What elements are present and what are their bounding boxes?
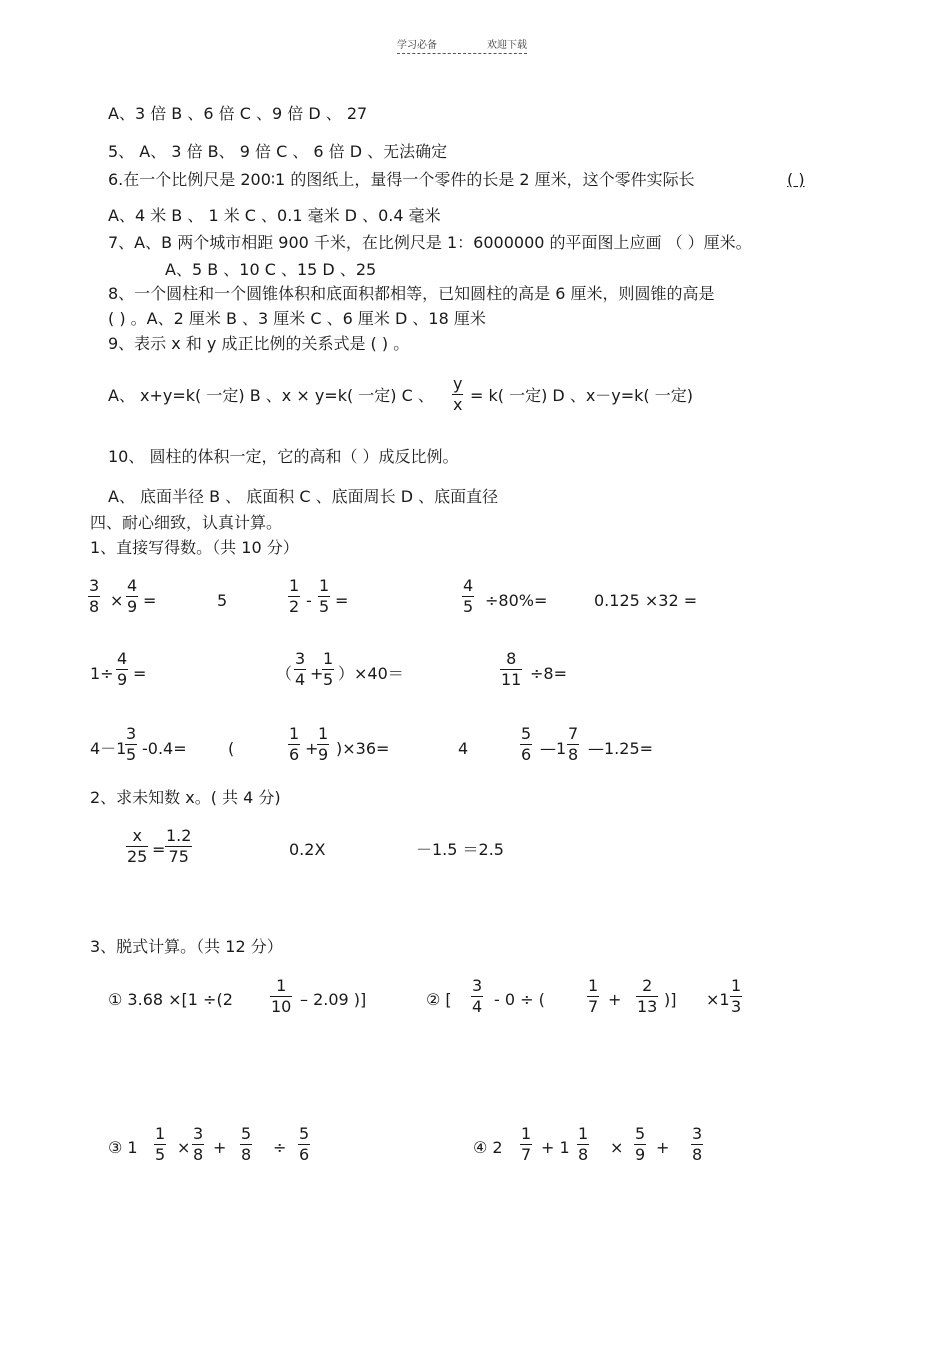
s3-p2-frac4 (730, 976, 742, 1017)
fraction-denominator: 5 (463, 597, 474, 616)
fraction-denominator: 10 (271, 997, 292, 1016)
s3-p4-frac1 (520, 1124, 532, 1165)
fraction-numerator: y (453, 374, 463, 393)
s3-p3-op1: × (177, 1138, 191, 1157)
fraction-denominator: 4 (295, 670, 306, 689)
s1-c-eq: = (335, 591, 349, 610)
fraction-numerator: 3 (89, 576, 100, 595)
section-4-title: 四、耐心细致，认真计算。 (90, 513, 283, 532)
fraction-numerator: x (126, 826, 148, 847)
q7-question: 7、A、B 两个城市相距 900 千米，在比例尺是 1：6000000 的平面图上应画 （ ）厘米。 (108, 233, 752, 252)
s3-p2-close: )] (664, 990, 677, 1009)
s1-j-frac2 (317, 724, 329, 765)
fraction-numerator: 2 (636, 976, 658, 997)
q10-options: A、 底面半径 B 、 底面积 C 、底面周长 D 、底面直径 (108, 487, 499, 506)
s1-i-rest: -0.4= (142, 739, 187, 758)
s1-j-frac1 (288, 724, 300, 765)
fraction-denominator: 5 (126, 745, 137, 764)
s3-p4-frac4 (691, 1124, 703, 1165)
s1-l-mid: —1 (540, 739, 567, 758)
s3-p4-op1: + 1 (541, 1138, 570, 1157)
fraction-numerator: 1.2 (166, 826, 192, 845)
s1-g-frac1 (294, 649, 306, 690)
s3-p3-pre: ③ 1 (108, 1138, 138, 1157)
header-divider (397, 53, 527, 54)
q9-question: 9、表示 x 和 y 成正比例的关系式是 ( ) 。 (108, 334, 410, 353)
s1-c-frac2 (318, 576, 330, 617)
s1-f-eq: = (133, 664, 147, 683)
s1-d-frac (462, 576, 474, 617)
fraction-numerator: 1 (155, 1124, 166, 1143)
q7-options: A、5 B 、10 C 、15 D 、25 (165, 260, 377, 279)
s2-title: 2、求未知数 x。( 共 4 分) (90, 788, 281, 807)
s1-h-rest: ÷8= (530, 664, 567, 683)
fraction-denominator: 2 (289, 597, 300, 616)
s1-a-op: × (110, 591, 124, 610)
fraction-numerator: 4 (117, 649, 128, 668)
s1-f-frac (116, 649, 128, 690)
fraction-denominator: 75 (168, 847, 189, 866)
s3-p2-times: ×1 (706, 990, 730, 1009)
s3-p2-mid: - 0 ÷ ( (494, 990, 545, 1009)
s1-j-rest: )×36= (336, 739, 390, 758)
fraction-numerator: 1 (323, 649, 334, 668)
fraction-denominator: 6 (521, 745, 532, 764)
q9-options-cd: = k( 一定) D 、x－y=k( 一定) (470, 386, 694, 405)
fraction-numerator: 1 (319, 576, 330, 595)
s2-b: 0.2X (289, 840, 326, 859)
s1-f-pre: 1÷ (90, 664, 114, 683)
fraction-denominator: 4 (472, 997, 483, 1016)
fraction-numerator: 5 (299, 1124, 310, 1143)
fraction-numerator: 1 (289, 724, 300, 743)
q8-question: 8、一个圆柱和一个圆锥体积和底面积都相等，已知圆柱的高是 6 厘米，则圆锥的高是 (108, 284, 715, 303)
q6-question: 6.在一个比例尺是 200∶1 的图纸上，量得一个零件的长是 2 厘米，这个零件实际长 (108, 170, 695, 189)
q4-options: A、3 倍 B 、6 倍 C 、9 倍 D 、 27 (108, 104, 368, 123)
s3-p3-op2: + (213, 1138, 227, 1157)
s3-p3-frac2 (192, 1124, 204, 1165)
s3-p3-frac1 (154, 1124, 166, 1165)
s1-g-op: + (310, 664, 324, 683)
s1-title: 1、直接写得数。（共 10 分） (90, 538, 299, 557)
q9-options-ab: A、 x+y=k( 一定) B 、x × y=k( 一定) C 、 (108, 386, 434, 405)
fraction-numerator: 4 (127, 576, 138, 595)
q10-question: 10、 圆柱的体积一定，它的高和（ ）成反比例。 (108, 447, 459, 466)
fraction-numerator: 3 (126, 724, 137, 743)
s1-e: 0.125 ×32 = (594, 591, 698, 610)
s3-p2-frac1 (471, 976, 483, 1017)
fraction-numerator: 1 (270, 976, 292, 997)
fraction-denominator: x (453, 395, 463, 414)
fraction-denominator: 9 (117, 670, 128, 689)
q9-fraction (452, 374, 463, 415)
fraction-denominator: 8 (692, 1145, 703, 1164)
s1-a-frac1 (88, 576, 100, 617)
s3-p1-rest: – 2.09 )] (300, 990, 367, 1009)
fraction-numerator: 1 (521, 1124, 532, 1143)
s1-l-frac2 (567, 724, 579, 765)
fraction-denominator: 8 (89, 597, 100, 616)
fraction-denominator: 9 (635, 1145, 646, 1164)
fraction-numerator: 5 (635, 1124, 646, 1143)
fraction-denominator: 7 (588, 997, 599, 1016)
fraction-denominator: 6 (299, 1145, 310, 1164)
fraction-denominator: 13 (637, 997, 658, 1016)
s3-p3-op3: ÷ (273, 1138, 287, 1157)
s1-l-frac1 (520, 724, 532, 765)
fraction-denominator: 25 (127, 847, 148, 866)
s1-g-pre: （ (276, 664, 293, 683)
s3-p2-frac3 (636, 976, 658, 1017)
fraction-numerator: 1 (731, 976, 742, 995)
s1-h-frac (500, 649, 522, 690)
s3-p1-pre: ① 3.68 ×[1 ÷(2 (108, 990, 233, 1009)
s1-j-op: + (305, 739, 319, 758)
fraction-numerator: 5 (241, 1124, 252, 1143)
s1-i-pre: 4－1 (90, 739, 127, 758)
s3-p3-frac3 (240, 1124, 252, 1165)
s3-p4-pre: ④ 2 (473, 1138, 503, 1157)
s3-p2-pre: ② [ (426, 990, 452, 1009)
s1-a-frac2 (126, 576, 138, 617)
fraction-denominator: 8 (241, 1145, 252, 1164)
s2-c: －1.5 ＝2.5 (416, 840, 504, 859)
s1-c-frac1 (288, 576, 300, 617)
q8-options: ( ) 。A、2 厘米 B 、3 厘米 C 、6 厘米 D 、18 厘米 (108, 309, 486, 328)
fraction-numerator: 4 (463, 576, 474, 595)
s2-a-eq: = (152, 840, 166, 859)
s1-g-frac2 (322, 649, 334, 690)
fraction-numerator: 1 (318, 724, 329, 743)
fraction-denominator: 11 (501, 670, 522, 689)
s3-p3-frac4 (298, 1124, 310, 1165)
fraction-denominator: 8 (578, 1145, 589, 1164)
header-left: 学习必备 (397, 40, 437, 51)
fraction-numerator: 1 (289, 576, 300, 595)
fraction-numerator: 3 (692, 1124, 703, 1143)
s3-p4-op2: × (610, 1138, 624, 1157)
s1-g-rest: ）×40＝ (338, 664, 404, 683)
fraction-numerator: 3 (193, 1124, 204, 1143)
fraction-denominator: 8 (568, 745, 579, 764)
fraction-denominator: 5 (155, 1145, 166, 1164)
s1-c-op: - (306, 591, 312, 610)
fraction-denominator: 9 (318, 745, 329, 764)
header-right: 欢迎下载 (487, 40, 527, 51)
fraction-denominator: 5 (319, 597, 330, 616)
s1-i-frac (125, 724, 137, 765)
s3-p2-frac2 (587, 976, 599, 1017)
fraction-numerator: 8 (500, 649, 522, 670)
s1-j-pre: ( (228, 739, 235, 758)
fraction-numerator: 7 (568, 724, 579, 743)
q6-options: A、4 米 B 、 1 米 C 、0.1 毫米 D 、0.4 毫米 (108, 206, 441, 225)
fraction-denominator: 9 (127, 597, 138, 616)
s3-p1-frac (270, 976, 292, 1017)
s2-a-frac1 (126, 826, 148, 867)
s1-d-rest: ÷80%= (485, 591, 548, 610)
fraction-denominator: 5 (323, 670, 334, 689)
s2-a-frac2 (165, 826, 192, 867)
fraction-denominator: 7 (521, 1145, 532, 1164)
q6-answer-blank: ( ) (787, 170, 805, 189)
fraction-numerator: 5 (521, 724, 532, 743)
fraction-denominator: 8 (193, 1145, 204, 1164)
fraction-denominator: 3 (731, 997, 742, 1016)
q5-line: 5、 A、 3 倍 B、 9 倍 C 、 6 倍 D 、无法确定 (108, 142, 448, 161)
s3-p4-frac2 (577, 1124, 589, 1165)
fraction-numerator: 1 (578, 1124, 589, 1143)
fraction-numerator: 3 (472, 976, 483, 995)
s1-k: 4 (458, 739, 469, 758)
fraction-numerator: 1 (588, 976, 599, 995)
s1-l-rest: —1.25= (588, 739, 654, 758)
s1-a-eq: = (143, 591, 157, 610)
s3-p2-plus: + (608, 990, 622, 1009)
fraction-denominator: 6 (289, 745, 300, 764)
s3-p4-frac3 (634, 1124, 646, 1165)
s3-title: 3、脱式计算。（共 12 分） (90, 937, 283, 956)
s1-b: 5 (217, 591, 228, 610)
s3-p4-op3: + (656, 1138, 670, 1157)
fraction-numerator: 3 (295, 649, 306, 668)
